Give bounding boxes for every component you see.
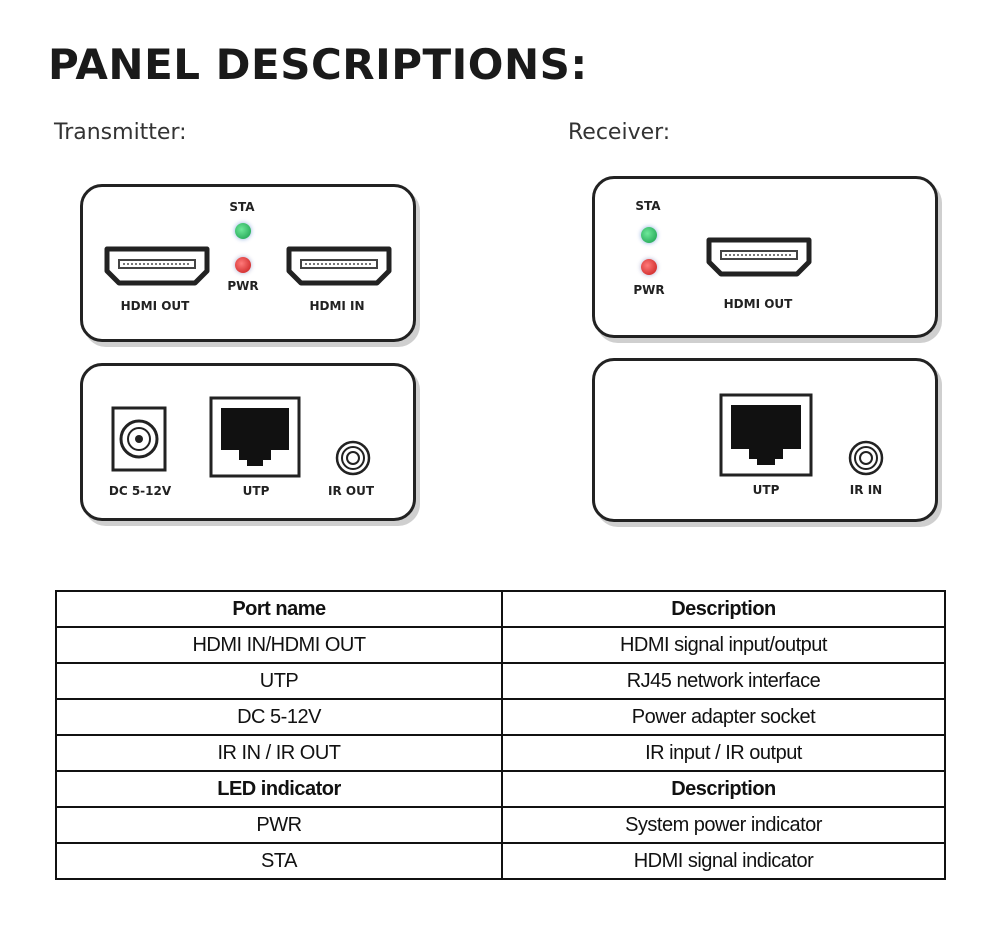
receiver-sta-led <box>641 227 657 243</box>
hdmi-out-port-icon <box>103 245 211 287</box>
transmitter-dc-label: DC 5-12V <box>108 484 172 498</box>
receiver-sta-label: STA <box>635 199 661 213</box>
table-row <box>56 843 945 879</box>
led-description-cell: System power indicator <box>502 807 945 843</box>
table-row <box>56 663 945 699</box>
transmitter-heading: Transmitter: <box>54 120 187 145</box>
port-name-header: Port name <box>56 591 502 627</box>
port-name-cell: IR IN / IR OUT <box>56 735 502 771</box>
table-row <box>56 627 945 663</box>
receiver-heading: Receiver: <box>568 120 671 145</box>
transmitter-sta-led <box>235 223 251 239</box>
utp-rj45-port-icon <box>209 396 301 478</box>
table-row <box>56 735 945 771</box>
ir-in-jack-icon <box>848 440 884 476</box>
transmitter-hdmi-in-label: HDMI IN <box>309 299 365 313</box>
receiver-utp-rj45-port-icon <box>719 393 813 477</box>
led-name-cell: STA <box>56 843 502 879</box>
table-row <box>56 807 945 843</box>
receiver-ir-in-label: IR IN <box>849 483 883 497</box>
ir-out-jack-icon <box>335 440 371 476</box>
description-header: Description <box>502 591 945 627</box>
transmitter-utp-label: UTP <box>242 484 270 498</box>
table-header-row <box>56 771 945 807</box>
receiver-pwr-led <box>641 259 657 275</box>
hdmi-in-port-icon <box>285 245 393 287</box>
led-name-cell: PWR <box>56 807 502 843</box>
page-title: PANEL DESCRIPTIONS: <box>48 40 588 89</box>
led-indicator-header: LED indicator <box>56 771 502 807</box>
transmitter-sta-label: STA <box>229 200 255 214</box>
receiver-utp-label: UTP <box>752 483 780 497</box>
transmitter-hdmi-out-label: HDMI OUT <box>120 299 190 313</box>
description-cell: IR input / IR output <box>502 735 945 771</box>
port-name-cell: DC 5-12V <box>56 699 502 735</box>
dc-power-socket-icon <box>111 406 167 472</box>
receiver-rear-panel <box>592 358 938 522</box>
receiver-hdmi-out-port-icon <box>705 236 813 278</box>
led-description-header: Description <box>502 771 945 807</box>
receiver-front-panel <box>592 176 938 338</box>
table-row <box>56 699 945 735</box>
transmitter-pwr-led <box>235 257 251 273</box>
port-name-cell: UTP <box>56 663 502 699</box>
transmitter-front-panel <box>80 184 416 342</box>
port-name-cell: HDMI IN/HDMI OUT <box>56 627 502 663</box>
receiver-pwr-label: PWR <box>633 283 665 297</box>
description-cell: Power adapter socket <box>502 699 945 735</box>
led-description-cell: HDMI signal indicator <box>502 843 945 879</box>
transmitter-ir-out-label: IR OUT <box>327 484 375 498</box>
table-header-row <box>56 591 945 627</box>
description-cell: HDMI signal input/output <box>502 627 945 663</box>
description-cell: RJ45 network interface <box>502 663 945 699</box>
port-description-table <box>55 590 946 880</box>
transmitter-pwr-label: PWR <box>227 279 259 293</box>
receiver-hdmi-out-label: HDMI OUT <box>723 297 793 311</box>
transmitter-rear-panel <box>80 363 416 521</box>
